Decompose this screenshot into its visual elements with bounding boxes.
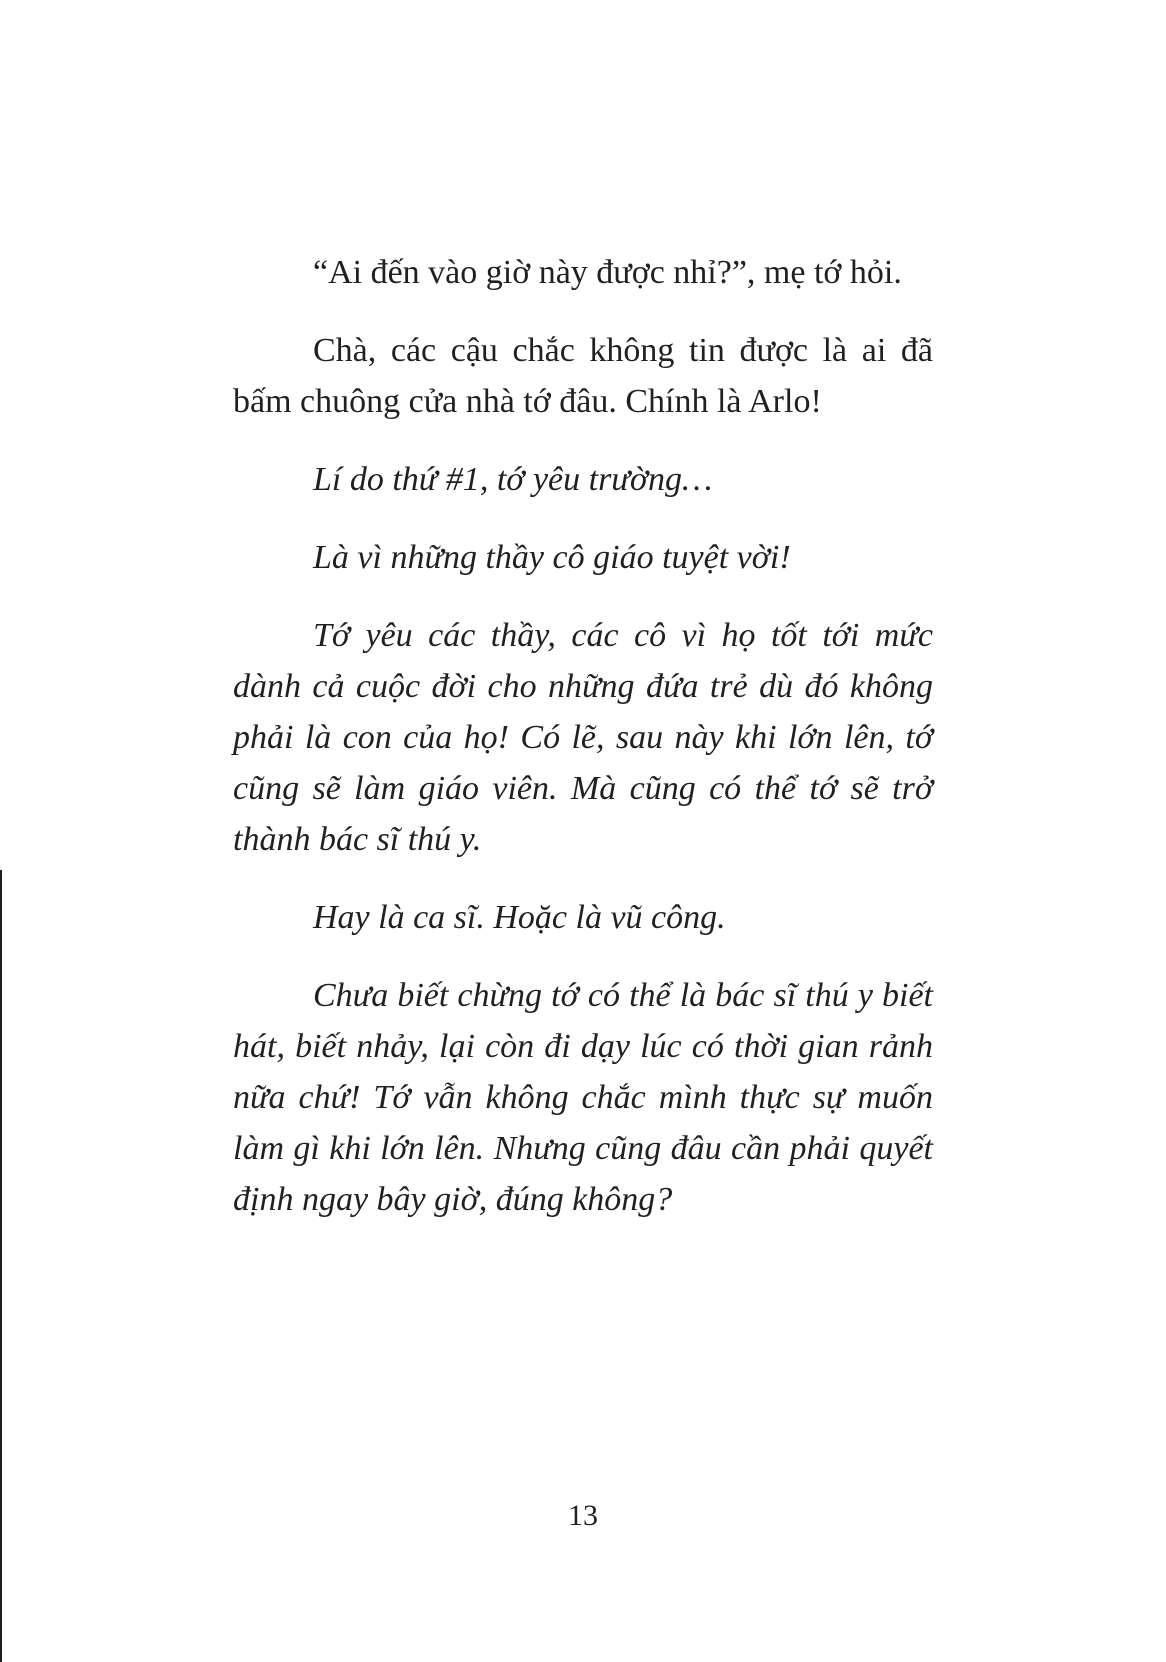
paragraph-singer-dancer: Hay là ca sĩ. Hoặc là vũ công. <box>313 899 726 936</box>
paragraph-reason-1: Lí do thứ #1, tớ yêu trường… <box>313 461 713 498</box>
page-edge-line <box>0 870 2 1662</box>
paragraph-arlo-doorbell: Chà, các cậu chắc không tin được là ai đã bấm chuông cửa nhà tớ đâu. Chính là Arlo! <box>233 332 933 420</box>
body-text <box>233 247 933 1252</box>
paragraph-mom-asks: “Ai đến vào giờ này được nhỉ?”, mẹ tớ hỏi. <box>313 254 902 291</box>
paragraph-love-teachers: Tớ yêu các thầy, các cô vì họ tốt tới mức dành cả cuộc đời cho những đứa trẻ dù đó không phải là con của họ! Có lẽ, sau này khi lớn lên, tớ cũng sẽ làm giáo viên. Mà cũng có thể tớ sẽ trở thành bác sĩ thú y. <box>233 617 933 858</box>
paragraph-not-sure: Chưa biết chừng tớ có thể là bác sĩ thú y biết hát, biết nhảy, lại còn đi dạy lúc có thời gian rảnh nữa chứ! Tớ vẫn không chắc mình thực sự muốn làm gì khi lớn lên. Nhưng cũng đâu cần phải quyết định ngay bây giờ, đúng không? <box>233 977 933 1218</box>
page-number: 13 <box>568 1499 598 1532</box>
paragraph-teachers: Là vì những thầy cô giáo tuyệt vời! <box>313 539 791 576</box>
